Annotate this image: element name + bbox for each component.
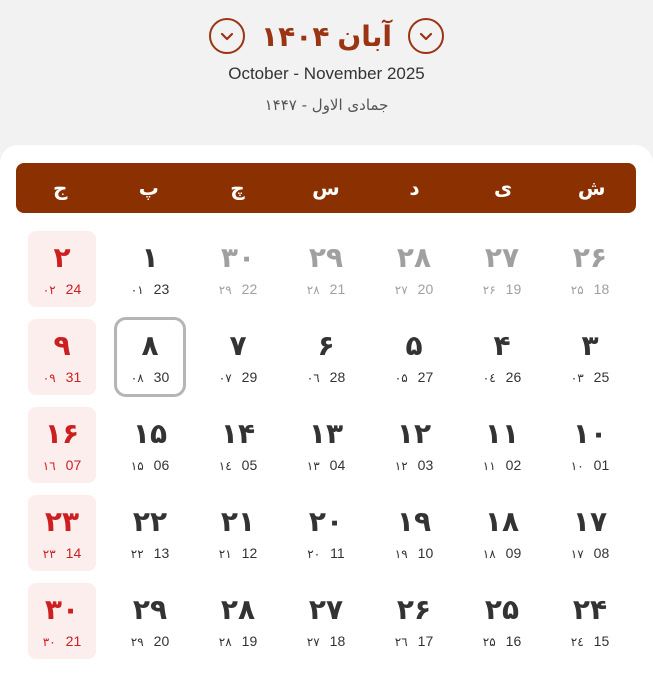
day-grid <box>18 229 634 661</box>
gregorian-day: 04 <box>329 457 346 473</box>
calendar-header <box>0 0 653 150</box>
day-cell[interactable] <box>458 405 546 485</box>
hijri-day: ۲۱ <box>218 547 232 561</box>
day-number: ۲۱ <box>220 505 256 538</box>
day-secondary-dates <box>395 369 433 385</box>
day-secondary-dates <box>483 457 521 473</box>
day-secondary-dates <box>43 369 81 385</box>
day-secondary-dates <box>43 545 81 561</box>
day-number: ۳ <box>581 329 599 362</box>
day-cell-holiday[interactable] <box>28 407 96 483</box>
day-cell[interactable] <box>370 581 458 661</box>
gregorian-day: 20 <box>153 633 170 649</box>
gregorian-day: 26 <box>505 369 522 385</box>
gregorian-day: 20 <box>417 281 434 297</box>
weekday-label: پ <box>138 176 159 200</box>
month-selector <box>0 14 653 58</box>
day-cell[interactable] <box>106 581 194 661</box>
month-title[interactable] <box>261 20 392 53</box>
day-secondary-dates <box>571 457 609 473</box>
prev-month-button[interactable] <box>408 18 444 54</box>
hijri-day: ۰٤ <box>482 371 496 385</box>
gregorian-day: 14 <box>65 545 82 561</box>
gregorian-day: 21 <box>65 633 82 649</box>
day-cell[interactable] <box>194 229 282 309</box>
day-number: ۲۹ <box>308 241 344 274</box>
hijri-day: ۰۲ <box>42 283 56 297</box>
hijri-day: ۱۱ <box>482 459 496 473</box>
day-cell[interactable] <box>194 493 282 573</box>
day-secondary-dates <box>43 457 81 473</box>
day-secondary-dates <box>307 457 345 473</box>
hijri-day: ۱۸ <box>482 547 496 561</box>
hijri-day: ۳۰ <box>42 635 56 649</box>
day-secondary-dates <box>219 633 257 649</box>
day-number: ۲۰ <box>308 505 344 538</box>
day-secondary-dates <box>219 281 257 297</box>
hijri-day: ۲٤ <box>570 635 584 649</box>
day-cell[interactable] <box>194 317 282 397</box>
day-number: ۱۵ <box>132 417 168 450</box>
day-cell[interactable] <box>106 405 194 485</box>
day-secondary-dates <box>571 545 609 561</box>
day-cell[interactable] <box>458 493 546 573</box>
day-number: ۱۹ <box>396 505 432 538</box>
gregorian-day: 02 <box>505 457 522 473</box>
gregorian-day: 07 <box>65 457 82 473</box>
day-number: ۲۸ <box>220 593 256 626</box>
day-number: ۲۷ <box>484 241 520 274</box>
day-secondary-dates <box>307 633 345 649</box>
hijri-day: ۰۷ <box>218 371 232 385</box>
day-number: ۴ <box>493 329 511 362</box>
day-cell[interactable] <box>370 229 458 309</box>
hijri-range: جمادی الاول - ۱۴۴۷ <box>264 96 389 114</box>
day-cell[interactable] <box>370 405 458 485</box>
gregorian-day: 31 <box>65 369 82 385</box>
day-secondary-dates <box>219 369 257 385</box>
day-number: ۲ <box>53 241 71 274</box>
day-secondary-dates <box>571 281 609 297</box>
day-number: ۱۱ <box>484 417 520 450</box>
hijri-day: ۱۲ <box>394 459 408 473</box>
day-secondary-dates <box>395 457 433 473</box>
gregorian-day: 17 <box>417 633 434 649</box>
day-cell[interactable] <box>458 229 546 309</box>
day-number: ۱۴ <box>220 417 256 450</box>
gregorian-day: 12 <box>241 545 258 561</box>
hijri-day: ۲۹ <box>130 635 144 649</box>
day-number: ۲۸ <box>396 241 432 274</box>
gregorian-day: 19 <box>241 633 258 649</box>
chevron-down-icon <box>418 28 434 44</box>
gregorian-day: 30 <box>153 369 170 385</box>
hijri-day: ۲۸ <box>218 635 232 649</box>
day-secondary-dates <box>131 457 169 473</box>
hijri-day: ۱۵ <box>130 459 144 473</box>
day-cell[interactable] <box>458 317 546 397</box>
day-number: ۱۶ <box>44 417 80 450</box>
gregorian-day: 24 <box>65 281 82 297</box>
gregorian-day: 13 <box>153 545 170 561</box>
day-secondary-dates <box>219 457 257 473</box>
hijri-day: ۲۵ <box>482 635 496 649</box>
calendar-card <box>0 145 653 685</box>
gregorian-day: 28 <box>329 369 346 385</box>
weekday-bar <box>16 163 636 213</box>
hijri-day: ۲۷ <box>394 283 408 297</box>
hijri-day: ۰۳ <box>570 371 584 385</box>
day-secondary-dates <box>219 545 257 561</box>
hijri-day: ۰۵ <box>394 371 408 385</box>
hijri-day: ۱۳ <box>306 459 320 473</box>
hijri-day: ۱٦ <box>42 459 56 473</box>
day-secondary-dates <box>395 545 433 561</box>
gregorian-day: 01 <box>593 457 610 473</box>
day-cell[interactable] <box>194 405 282 485</box>
gregorian-day: 09 <box>505 545 522 561</box>
hijri-day: ۰۸ <box>130 371 144 385</box>
hijri-day: ۱۹ <box>394 547 408 561</box>
weekday-label: س <box>312 176 340 200</box>
day-secondary-dates <box>43 281 81 297</box>
gregorian-day: 25 <box>593 369 610 385</box>
next-month-button[interactable] <box>209 18 245 54</box>
day-secondary-dates <box>307 369 345 385</box>
day-secondary-dates <box>571 369 609 385</box>
gregorian-day: 15 <box>593 633 610 649</box>
gregorian-day: 03 <box>417 457 434 473</box>
gregorian-day: 06 <box>153 457 170 473</box>
hijri-day: ۲۹ <box>218 283 232 297</box>
weekday-label: ی <box>493 176 513 200</box>
day-number: ۵ <box>405 329 423 362</box>
day-cell[interactable] <box>546 581 634 661</box>
day-cell[interactable] <box>282 317 370 397</box>
day-secondary-dates <box>307 281 345 297</box>
gregorian-day: 05 <box>241 457 258 473</box>
day-number: ۱۳ <box>308 417 344 450</box>
gregorian-day: 27 <box>417 369 434 385</box>
day-number: ۳۰ <box>44 593 80 626</box>
day-cell-holiday[interactable] <box>28 495 96 571</box>
day-secondary-dates <box>131 369 169 385</box>
day-secondary-dates <box>483 545 521 561</box>
day-secondary-dates <box>483 369 521 385</box>
gregorian-day: 10 <box>417 545 434 561</box>
day-number: ۱۰ <box>572 417 608 450</box>
hijri-day: ۲۲ <box>130 547 144 561</box>
day-number: ۷ <box>229 329 247 362</box>
day-cell[interactable] <box>282 229 370 309</box>
day-number: ۸ <box>141 329 159 362</box>
weekday-label: د <box>409 176 420 200</box>
day-secondary-dates <box>307 545 344 561</box>
day-cell[interactable] <box>458 581 546 661</box>
day-number: ۲۹ <box>132 593 168 626</box>
day-secondary-dates <box>483 281 521 297</box>
hijri-day: ۲۶ <box>482 283 496 297</box>
day-number: ۲۶ <box>396 593 432 626</box>
hijri-day: ۱۰ <box>570 459 584 473</box>
day-cell-today[interactable] <box>114 317 186 397</box>
day-secondary-dates <box>395 281 433 297</box>
day-number: ۶ <box>317 329 335 362</box>
hijri-day: ۰٦ <box>306 371 320 385</box>
gregorian-day: 22 <box>241 281 258 297</box>
day-cell-holiday[interactable] <box>28 231 96 307</box>
gregorian-day: 18 <box>593 281 610 297</box>
day-number: ۲۶ <box>572 241 608 274</box>
day-secondary-dates <box>571 633 609 649</box>
day-secondary-dates <box>131 281 169 297</box>
weekday-label: ش <box>577 176 606 200</box>
day-secondary-dates <box>395 633 433 649</box>
month-year: ۱۴۰۴ <box>261 19 330 53</box>
gregorian-day: 19 <box>505 281 522 297</box>
day-cell-holiday[interactable] <box>28 583 96 659</box>
day-number: ۱۷ <box>572 505 608 538</box>
hijri-day: ۲۰ <box>307 547 321 561</box>
day-cell[interactable] <box>546 405 634 485</box>
day-secondary-dates <box>43 633 81 649</box>
gregorian-day: 11 <box>330 545 345 561</box>
day-secondary-dates <box>483 633 521 649</box>
gregorian-day: 21 <box>329 281 346 297</box>
hijri-day: ۱٤ <box>218 459 232 473</box>
chevron-down-icon <box>219 28 235 44</box>
hijri-day: ۲۸ <box>306 283 320 297</box>
day-number: ۲۴ <box>572 593 608 626</box>
gregorian-day: 08 <box>593 545 610 561</box>
month-name: آبان <box>337 19 392 53</box>
day-cell[interactable] <box>106 229 194 309</box>
weekday-label: چ <box>230 176 245 200</box>
day-number: ۳۰ <box>220 241 256 274</box>
day-cell[interactable] <box>282 581 370 661</box>
day-number: ۲۲ <box>132 505 168 538</box>
day-number: ۲۵ <box>484 593 520 626</box>
gregorian-day: 23 <box>153 281 170 297</box>
day-cell[interactable] <box>546 493 634 573</box>
day-cell[interactable] <box>546 229 634 309</box>
day-cell[interactable] <box>370 493 458 573</box>
hijri-day: ۲۷ <box>306 635 320 649</box>
day-number: ۱ <box>141 241 159 274</box>
weekday-label: ج <box>53 176 68 200</box>
gregorian-day: 16 <box>505 633 522 649</box>
day-number: ۱۸ <box>484 505 520 538</box>
hijri-day: ۰۱ <box>130 283 144 297</box>
day-cell[interactable] <box>194 581 282 661</box>
day-cell[interactable] <box>370 317 458 397</box>
gregorian-range: October - November 2025 <box>228 64 425 83</box>
day-number: ۱۲ <box>396 417 432 450</box>
hijri-day: ۲۳ <box>42 547 56 561</box>
day-number: ۲۳ <box>44 505 80 538</box>
day-cell[interactable] <box>546 317 634 397</box>
gregorian-day: 18 <box>329 633 346 649</box>
hijri-day: ۱۷ <box>570 547 584 561</box>
day-number: ۹ <box>53 329 71 362</box>
hijri-day: ۲۵ <box>570 283 584 297</box>
day-cell-holiday[interactable] <box>28 319 96 395</box>
day-cell[interactable] <box>282 493 370 573</box>
day-secondary-dates <box>131 633 169 649</box>
hijri-day: ۰۹ <box>42 371 56 385</box>
day-cell[interactable] <box>106 493 194 573</box>
day-number: ۲۷ <box>308 593 344 626</box>
gregorian-day: 29 <box>241 369 258 385</box>
day-cell[interactable] <box>282 405 370 485</box>
hijri-day: ۲٦ <box>394 635 408 649</box>
day-secondary-dates <box>131 545 169 561</box>
